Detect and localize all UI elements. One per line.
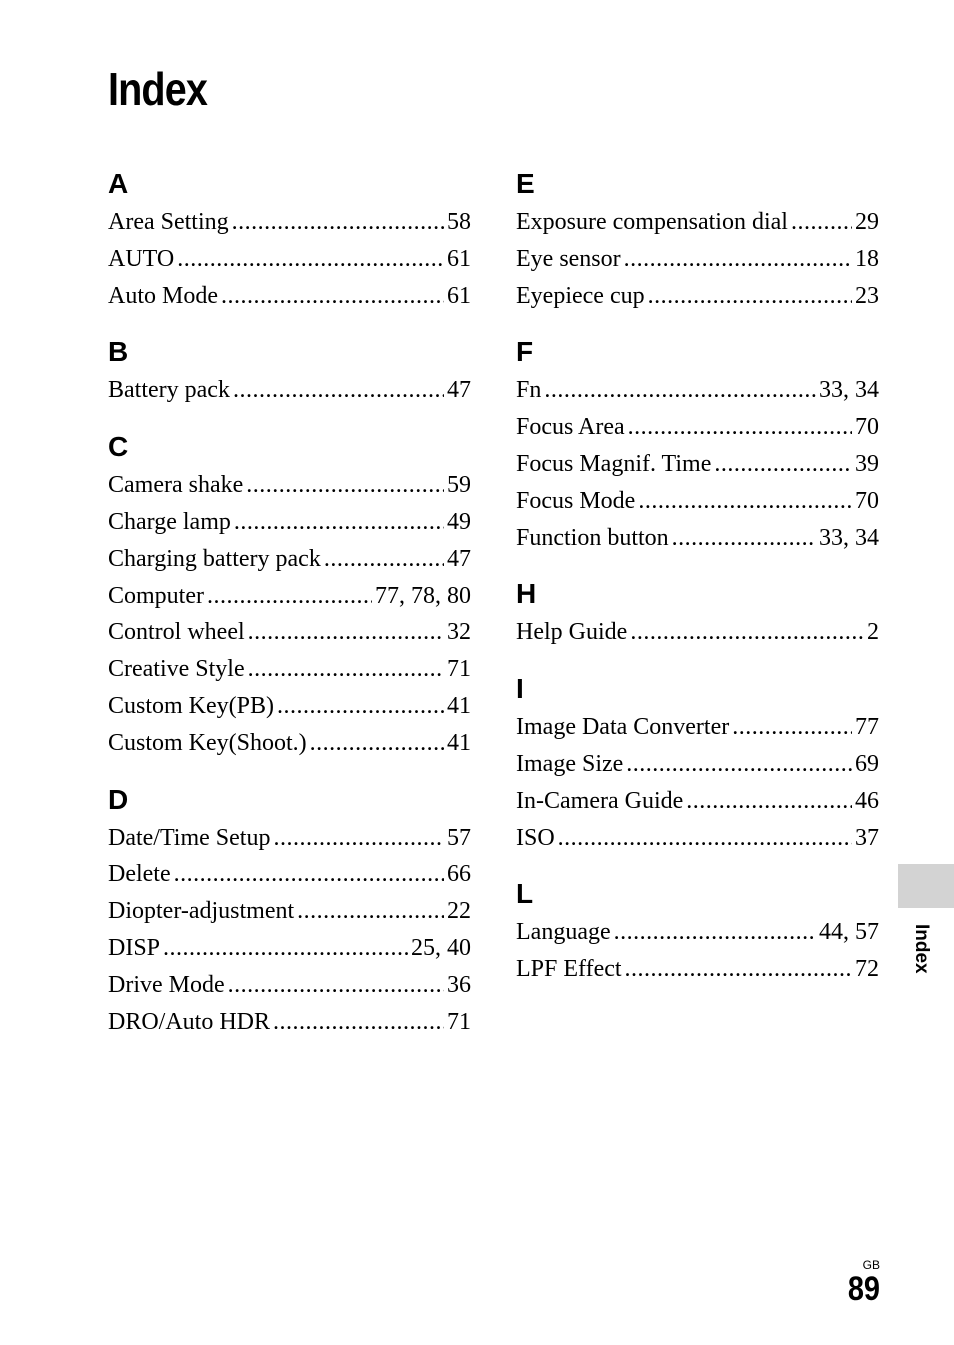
dot-leader bbox=[638, 483, 852, 520]
index-page-refs: 49 bbox=[447, 508, 471, 535]
index-column-right bbox=[516, 168, 879, 1010]
section-letter: E bbox=[516, 168, 535, 199]
index-term: Image Size bbox=[516, 750, 624, 777]
index-page-refs: 46 bbox=[855, 787, 879, 814]
index-term: AUTO bbox=[108, 245, 175, 272]
index-term: In-Camera Guide bbox=[516, 787, 684, 814]
dot-leader bbox=[273, 820, 444, 857]
dot-leader bbox=[177, 241, 444, 278]
dot-leader bbox=[246, 467, 444, 504]
index-entry bbox=[108, 930, 471, 967]
index-term: Focus Area bbox=[516, 414, 625, 441]
dot-leader bbox=[207, 578, 372, 615]
dot-leader bbox=[273, 1004, 444, 1041]
index-section-l bbox=[516, 878, 879, 988]
index-page-refs: 58 bbox=[447, 209, 471, 235]
index-term: Charge lamp bbox=[108, 508, 231, 535]
index-page-refs: 36 bbox=[447, 971, 471, 998]
dot-leader bbox=[558, 820, 852, 857]
page-title: Index bbox=[108, 63, 208, 115]
index-page-refs: 44, 57 bbox=[819, 919, 879, 946]
index-entry bbox=[516, 914, 879, 951]
index-page-refs: 70 bbox=[855, 414, 879, 441]
index-entry bbox=[516, 241, 879, 278]
index-section-b bbox=[108, 336, 471, 409]
index-page-refs: 57 bbox=[447, 824, 471, 851]
section-letter: F bbox=[516, 336, 534, 368]
section-letter: L bbox=[516, 878, 534, 910]
index-page-refs: 41 bbox=[447, 692, 471, 719]
index-page-refs: 69 bbox=[855, 750, 879, 777]
dot-leader bbox=[544, 372, 816, 409]
index-entry bbox=[516, 446, 879, 483]
dot-leader bbox=[234, 504, 444, 541]
index-entry bbox=[108, 725, 471, 762]
index-entry bbox=[516, 409, 879, 446]
index-term: Image Data Converter bbox=[516, 714, 730, 741]
dot-leader bbox=[791, 204, 852, 241]
index-entry bbox=[108, 651, 471, 688]
index-entry bbox=[516, 520, 879, 557]
index-page-refs: 22 bbox=[447, 898, 471, 925]
index-page-refs: 23 bbox=[855, 282, 879, 309]
index-entry bbox=[108, 893, 471, 930]
index-page-refs: 61 bbox=[447, 245, 471, 272]
index-page-refs: 29 bbox=[855, 209, 879, 235]
index-entry bbox=[516, 746, 879, 783]
index-term: Charging battery pack bbox=[108, 545, 321, 572]
index-entry bbox=[516, 278, 879, 315]
index-term: Drive Mode bbox=[108, 971, 225, 998]
index-term: Area Setting bbox=[108, 209, 229, 235]
dot-leader bbox=[174, 856, 444, 893]
index-term: Focus Mode bbox=[516, 487, 636, 514]
index-term: ISO bbox=[516, 824, 555, 851]
index-section-e bbox=[516, 168, 879, 314]
index-entry bbox=[516, 204, 879, 241]
index-page-refs: 66 bbox=[447, 861, 471, 888]
index-page-refs: 47 bbox=[447, 377, 471, 404]
index-page-refs: 41 bbox=[447, 729, 471, 756]
dot-leader bbox=[221, 278, 444, 315]
section-letter: A bbox=[108, 168, 129, 199]
index-entry bbox=[516, 614, 879, 651]
index-term: Fn bbox=[516, 377, 542, 404]
index-section-h bbox=[516, 578, 879, 651]
index-term: Control wheel bbox=[108, 619, 245, 646]
dot-leader bbox=[233, 372, 444, 409]
index-page-refs: 77, 78, 80 bbox=[375, 582, 471, 609]
side-thumb-tab bbox=[898, 864, 954, 908]
index-term: Eye sensor bbox=[516, 245, 621, 272]
section-letter: D bbox=[108, 783, 129, 815]
index-entry bbox=[108, 688, 471, 725]
region-code: GB bbox=[862, 1258, 880, 1272]
index-term: Computer bbox=[108, 582, 204, 609]
index-section-a bbox=[108, 168, 471, 314]
index-term: Function button bbox=[516, 524, 669, 551]
index-entry bbox=[108, 820, 471, 857]
index-entry bbox=[516, 709, 879, 746]
index-term: Custom Key(Shoot.) bbox=[108, 729, 307, 756]
index-entry bbox=[516, 483, 879, 520]
index-entry bbox=[108, 241, 471, 278]
dot-leader bbox=[277, 688, 444, 725]
dot-leader bbox=[310, 725, 444, 762]
index-page-refs: 61 bbox=[447, 282, 471, 309]
index-page-refs: 70 bbox=[855, 487, 879, 514]
index-entry bbox=[108, 278, 471, 315]
index-page-refs: 25, 40 bbox=[411, 934, 471, 961]
index-term: Battery pack bbox=[108, 377, 230, 404]
dot-leader bbox=[297, 893, 444, 930]
index-entry bbox=[108, 1004, 471, 1041]
index-term: Eyepiece cup bbox=[516, 282, 645, 309]
section-letter: H bbox=[516, 578, 537, 610]
index-page-refs: 33, 34 bbox=[819, 524, 879, 551]
dot-leader bbox=[630, 614, 864, 651]
dot-leader bbox=[648, 278, 852, 315]
index-section-f bbox=[516, 336, 879, 556]
dot-leader bbox=[232, 204, 444, 241]
index-page-refs: 18 bbox=[855, 245, 879, 272]
section-letter: I bbox=[516, 673, 524, 705]
index-term: Custom Key(PB) bbox=[108, 692, 275, 719]
index-page-refs: 71 bbox=[447, 656, 471, 683]
dot-leader bbox=[686, 783, 852, 820]
index-entry bbox=[516, 783, 879, 820]
dot-leader bbox=[628, 409, 852, 446]
dot-leader bbox=[625, 951, 852, 988]
index-entry bbox=[516, 820, 879, 857]
index-entry bbox=[108, 372, 471, 409]
index-page-refs: 32 bbox=[447, 619, 471, 646]
dot-leader bbox=[163, 930, 408, 967]
index-page-refs: 72 bbox=[855, 956, 879, 983]
index-page-refs: 2 bbox=[867, 619, 879, 646]
index-term: Date/Time Setup bbox=[108, 824, 271, 851]
index-term: Diopter-adjustment bbox=[108, 898, 295, 925]
index-section-i bbox=[516, 673, 879, 856]
index-entry bbox=[108, 504, 471, 541]
dot-leader bbox=[626, 746, 852, 783]
index-entry bbox=[108, 578, 471, 615]
index-section-c bbox=[108, 431, 471, 761]
index-term: Focus Magnif. Time bbox=[516, 450, 712, 477]
section-letter: C bbox=[108, 431, 129, 463]
index-page-refs: 33, 34 bbox=[819, 377, 879, 404]
index-term: LPF Effect bbox=[516, 956, 622, 983]
index-entry bbox=[108, 967, 471, 1004]
index-entry bbox=[516, 372, 879, 409]
index-term: Exposure compensation dial bbox=[516, 209, 788, 235]
index-term: Camera shake bbox=[108, 472, 244, 499]
dot-leader bbox=[324, 541, 444, 578]
index-term: Language bbox=[516, 919, 611, 946]
dot-leader bbox=[714, 446, 852, 483]
page-number: 89 bbox=[847, 1270, 880, 1308]
index-entry bbox=[108, 467, 471, 504]
dot-leader bbox=[248, 614, 444, 651]
dot-leader bbox=[624, 241, 852, 278]
dot-leader bbox=[732, 709, 852, 746]
dot-leader bbox=[672, 520, 816, 557]
index-term: DISP bbox=[108, 934, 161, 961]
dot-leader bbox=[228, 967, 444, 1004]
index-term: Help Guide bbox=[516, 619, 628, 646]
index-entry bbox=[516, 951, 879, 988]
side-tab-label-wrapper bbox=[910, 924, 938, 984]
index-term: Delete bbox=[108, 861, 171, 888]
index-page-refs: 47 bbox=[447, 545, 471, 572]
index-page-refs: 37 bbox=[855, 824, 879, 851]
index-term: Auto Mode bbox=[108, 282, 218, 309]
index-page-refs: 39 bbox=[855, 450, 879, 477]
index-entry bbox=[108, 204, 471, 241]
index-column-left bbox=[108, 168, 471, 1062]
index-entry bbox=[108, 856, 471, 893]
index-entry bbox=[108, 541, 471, 578]
index-page-refs: 71 bbox=[447, 1008, 471, 1035]
index-page-refs: 77 bbox=[855, 714, 879, 741]
dot-leader bbox=[614, 914, 816, 951]
index-term: Creative Style bbox=[108, 656, 245, 683]
index-term: DRO/Auto HDR bbox=[108, 1008, 271, 1035]
section-letter: B bbox=[108, 336, 129, 368]
index-section-d bbox=[108, 784, 471, 1041]
side-tab-label: Index bbox=[911, 924, 932, 974]
dot-leader bbox=[248, 651, 444, 688]
index-page-refs: 59 bbox=[447, 472, 471, 499]
index-entry bbox=[108, 614, 471, 651]
